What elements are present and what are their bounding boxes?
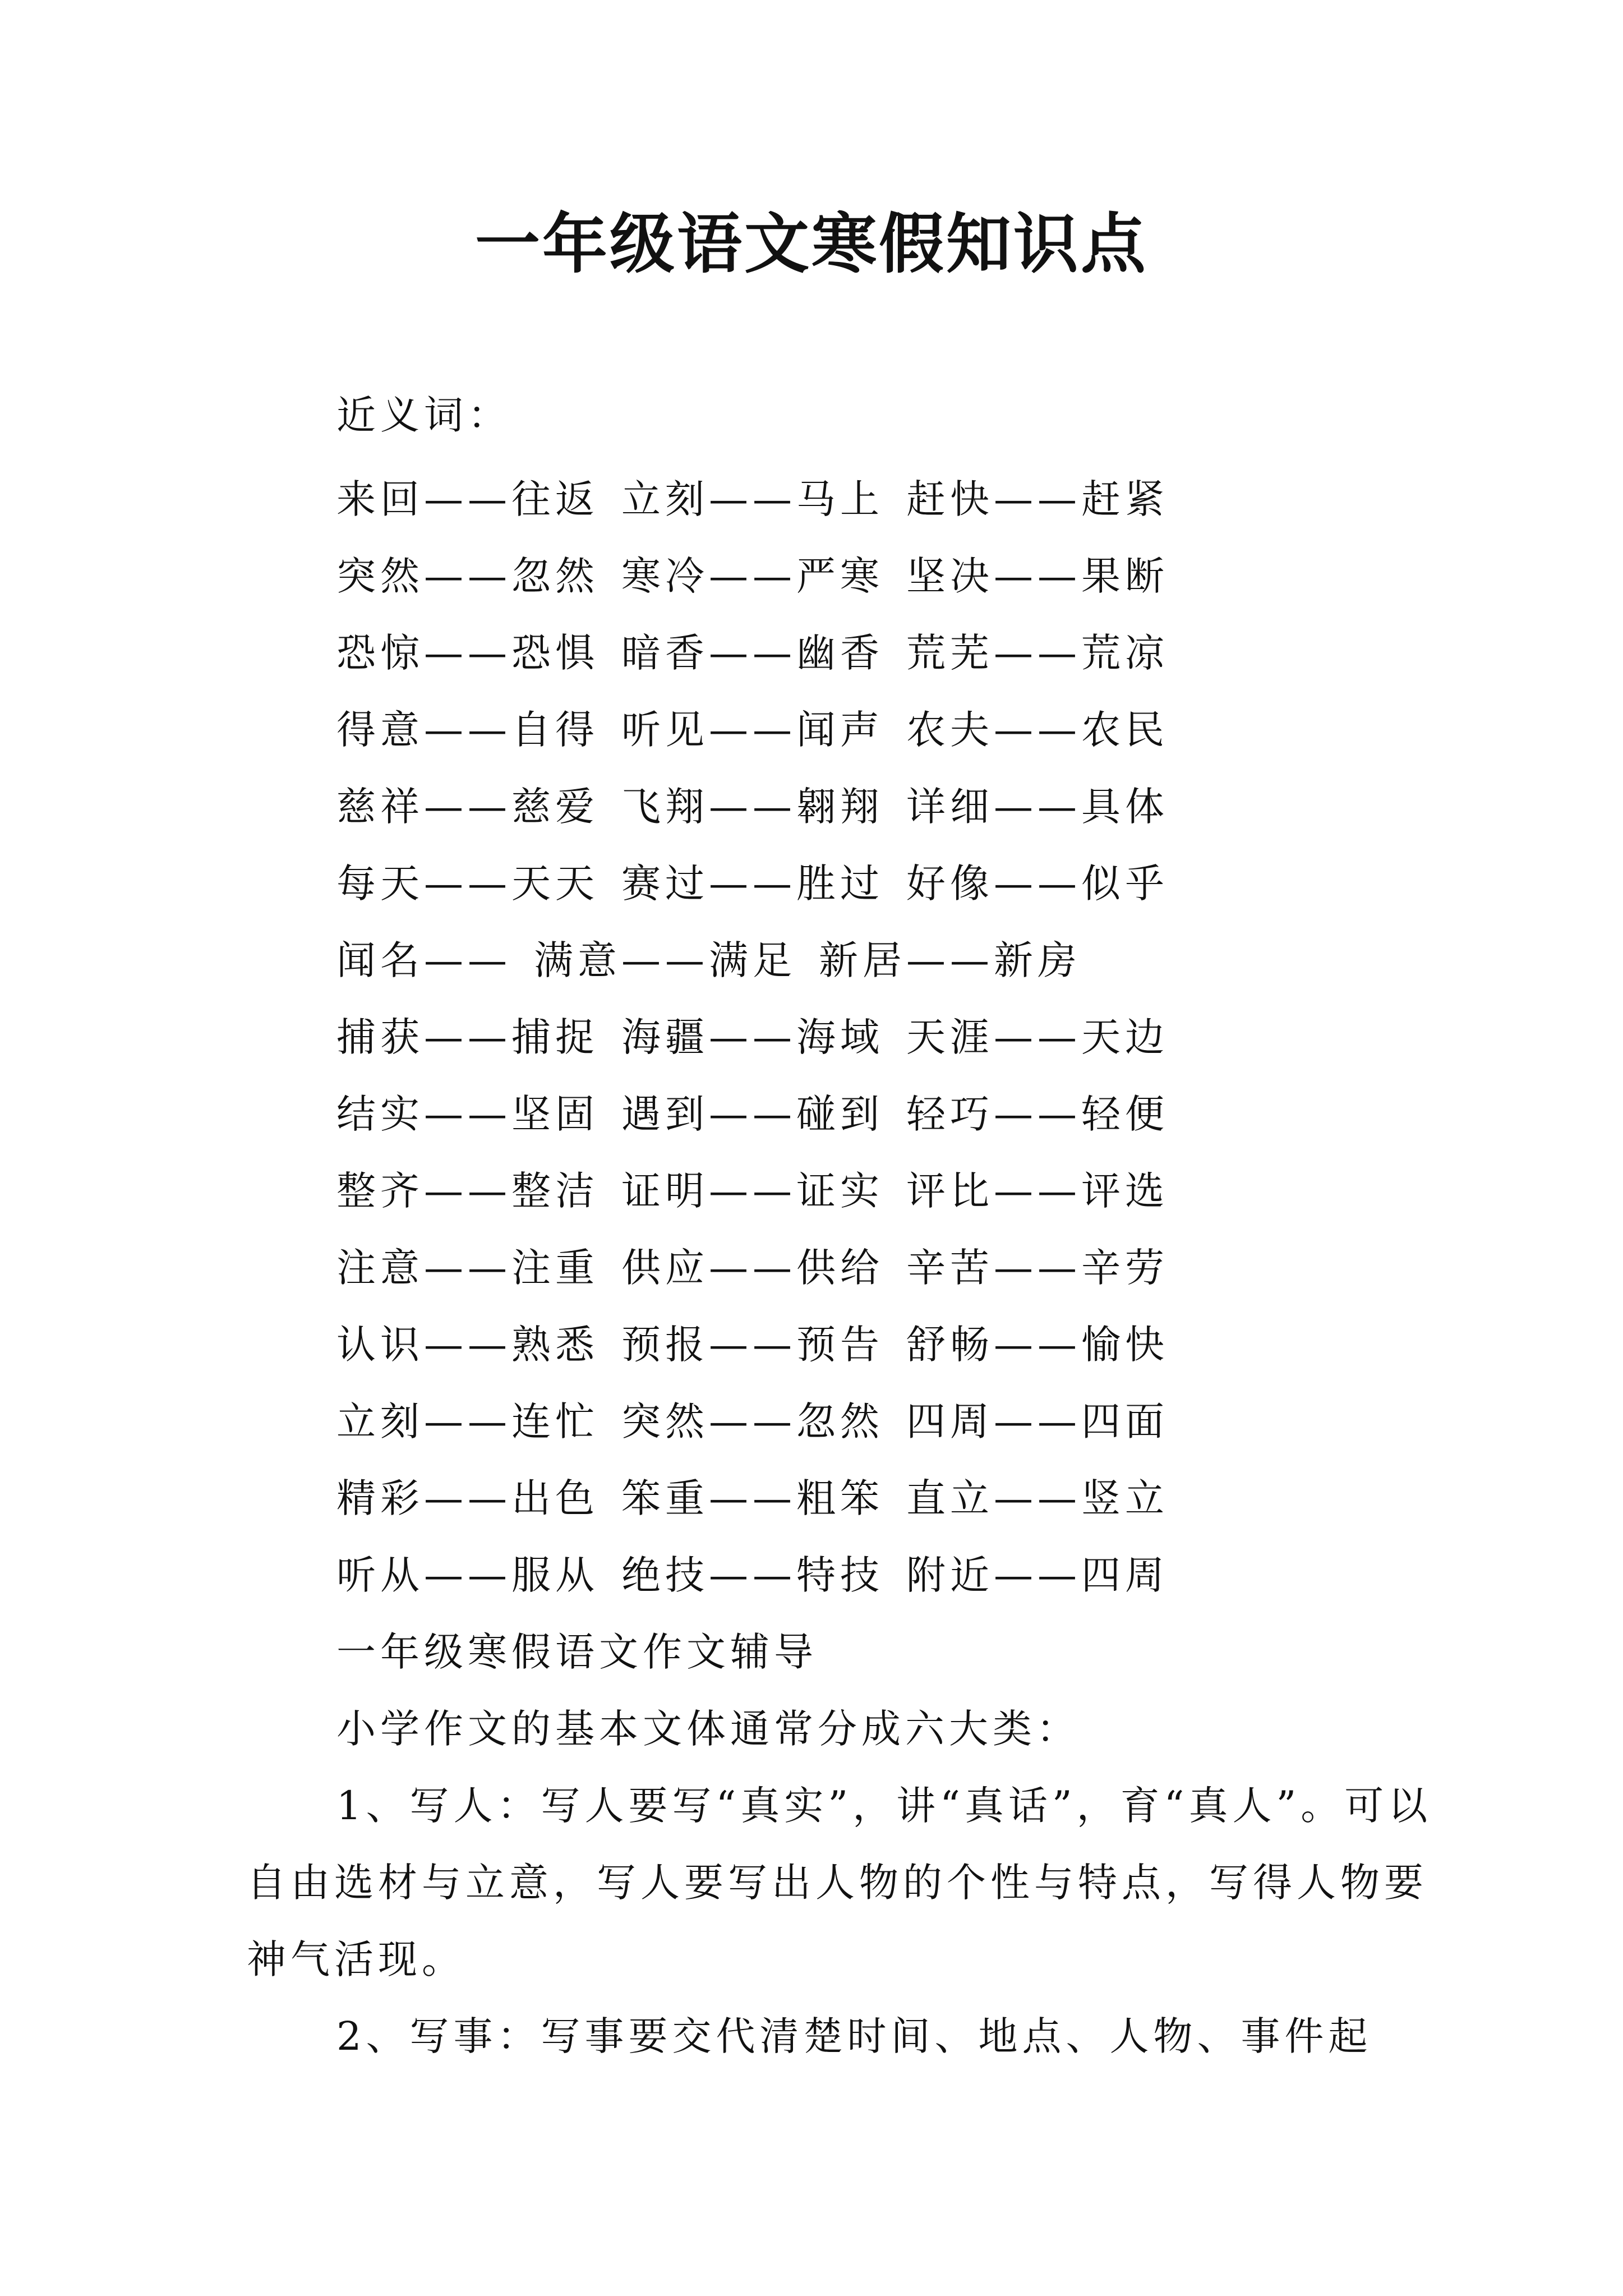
synonym-pair: 四周——四面	[906, 1398, 1169, 1444]
synonym-pair: 听见——闻声	[621, 707, 884, 753]
synonym-row	[336, 1076, 1169, 1153]
paragraph-write-events: 2、写事：写事要交代清楚时间、地点、人物、事件起	[336, 2013, 1372, 2059]
synonym-pair: 评比——评选	[906, 1168, 1169, 1214]
synonym-row	[336, 692, 1169, 769]
synonym-pair: 突然——忽然	[621, 1398, 884, 1444]
synonym-pair: 闻名——	[336, 937, 511, 983]
synonym-row	[336, 769, 1169, 845]
synonym-pair: 赛过——胜过	[621, 861, 884, 907]
synonym-row	[336, 1460, 1169, 1537]
synonym-pair: 每天——天天	[336, 861, 599, 907]
synonym-pair: 绝技——特技	[621, 1552, 884, 1598]
synonym-pair: 慈祥——慈爱	[336, 784, 599, 830]
synonym-row	[336, 1306, 1169, 1383]
synonym-pair: 恐惊——恐惧	[336, 630, 599, 676]
synonym-pair: 注意——注重	[336, 1245, 599, 1291]
synonym-pair: 供应——供给	[621, 1245, 884, 1291]
synonym-row	[336, 538, 1169, 615]
synonym-pair: 立刻——马上	[621, 476, 884, 522]
synonym-pair: 赶快——赶紧	[906, 476, 1169, 522]
synonym-row	[336, 1153, 1169, 1230]
synonym-row	[336, 1537, 1169, 1614]
synonym-row	[336, 922, 1169, 999]
synonym-pair: 暗香——幽香	[621, 630, 884, 676]
synonym-pair: 好像——似乎	[906, 861, 1169, 907]
synonym-pair: 听从——服从	[336, 1552, 599, 1598]
synonym-pair: 立刻——连忙	[336, 1398, 599, 1444]
synonym-row	[336, 615, 1169, 692]
synonym-pair: 得意——自得	[336, 707, 599, 753]
synonym-pair: 坚决——果断	[906, 553, 1169, 599]
synonym-pair: 舒畅——愉快	[906, 1322, 1169, 1368]
synonym-pair: 天涯——天边	[906, 1014, 1169, 1060]
synonym-row	[336, 845, 1169, 922]
composition-heading: 一年级寒假语文作文辅导	[336, 1629, 818, 1675]
synonym-pair: 轻巧——轻便	[906, 1091, 1169, 1137]
synonym-pair: 结实——坚固	[336, 1091, 599, 1137]
synonym-pair: 新居——新房	[819, 937, 1081, 983]
synonym-pair: 整齐——整洁	[336, 1168, 599, 1214]
synonym-pair: 荒芜——荒凉	[906, 630, 1169, 676]
synonym-list	[336, 461, 1169, 1614]
synonym-pair: 精彩——出色	[336, 1475, 599, 1521]
synonym-pair: 笨重——粗笨	[621, 1475, 884, 1521]
synonym-pair: 飞翔——翱翔	[621, 784, 884, 830]
synonym-pair: 满意——满足	[534, 937, 796, 983]
synonym-pair: 证明——证实	[621, 1168, 884, 1214]
synonym-pair: 直立——竖立	[906, 1475, 1169, 1521]
synonym-row	[336, 999, 1169, 1076]
synonym-pair: 详细——具体	[906, 784, 1169, 830]
synonym-pair: 海疆——海域	[621, 1014, 884, 1060]
synonym-pair: 农夫——农民	[906, 707, 1169, 753]
synonyms-heading: 近义词：	[336, 392, 511, 438]
synonym-row	[336, 1383, 1169, 1460]
synonym-pair: 突然——忽然	[336, 553, 599, 599]
synonym-pair: 寒冷——严寒	[621, 553, 884, 599]
synonym-pair: 来回——往返	[336, 476, 599, 522]
synonym-row	[336, 1230, 1169, 1306]
synonym-pair: 捕获——捕捉	[336, 1014, 599, 1060]
synonym-pair: 附近——四周	[906, 1552, 1169, 1598]
synonym-pair: 辛苦——辛劳	[906, 1245, 1169, 1291]
synonym-row	[336, 461, 1169, 538]
synonym-pair: 遇到——碰到	[621, 1091, 884, 1137]
synonym-pair: 认识——熟悉	[336, 1322, 599, 1368]
genres-intro: 小学作文的基本文体通常分成六大类：	[336, 1706, 1080, 1752]
document-title: 一年级语文寒假知识点	[475, 206, 1148, 282]
synonym-pair: 预报——预告	[621, 1322, 884, 1368]
paragraph-write-people: 1、写人：写人要写“真实”，讲“真话”，育“真人”。可以自由选材与立意，写人要写出人物的个性与特点，写得人物要神气活现。	[247, 1783, 1432, 1982]
